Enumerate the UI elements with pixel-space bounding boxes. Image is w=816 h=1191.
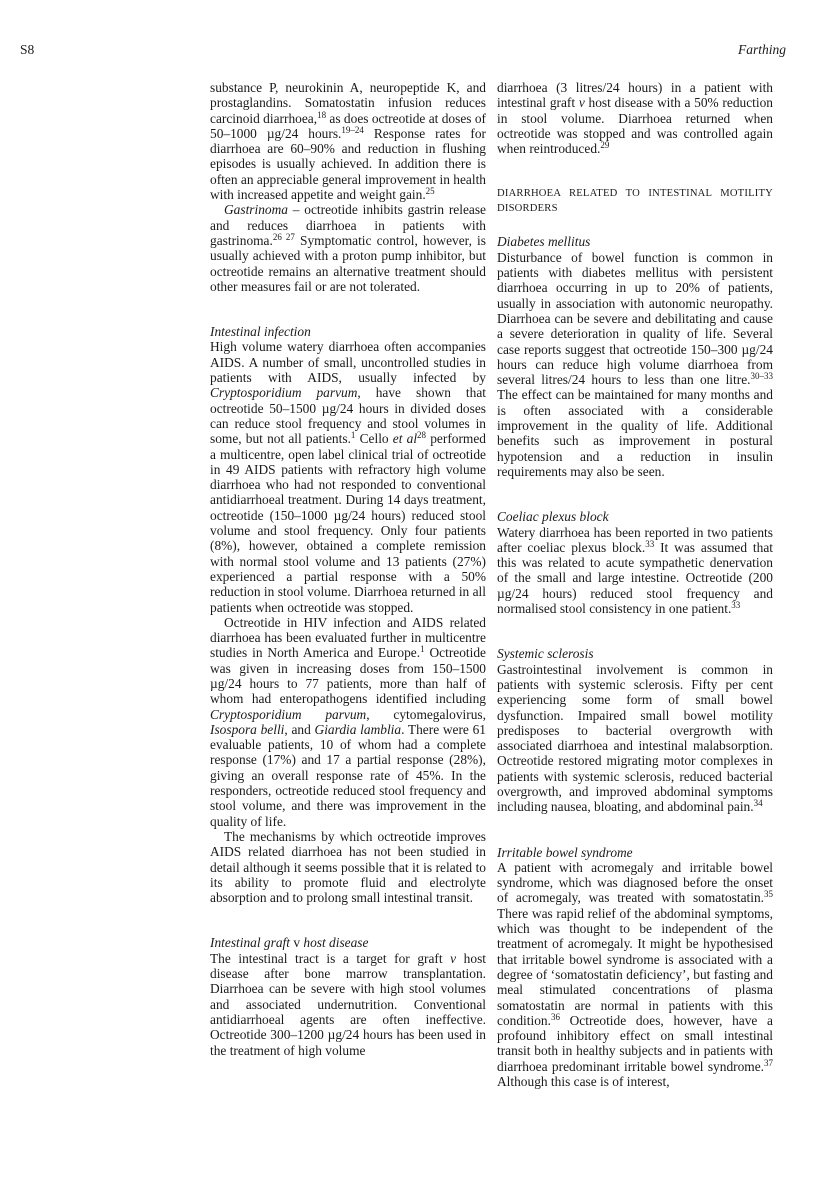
right-column [497,80,773,1089]
page-number: S8 [20,42,35,57]
heading-graft-host: Intestinal graft v host disease [210,935,369,951]
heading-ibs: Irritable bowel syndrome [497,844,633,860]
left-column [210,80,486,1058]
paragraph-graft: The intestinal tract is a target for graft v host disease after bone marrow transplantation. Diarrhoea can be severe with high stool volumes and associated undernutrition. Conventional antidiarrhoeal agents are often ineffective. Octreotide 300–1200 µg/24 hours has been used in the treatment of high volume [210,950,487,1058]
running-head: Farthing [737,42,786,57]
paragraph-hiv: Octreotide in HIV infection and AIDS related diarrhoea has been evaluated further in multicentre studies in North America and Europe.$^1$ Octreotide was given in increasing doses from 150–1500 µg/24 hours to 77 patients, more than half of whom had enteropathogens identified including Cryptosporidium parvum, cytomegalovirus, Isospora belli, and Giardia lamblia. There were 61 evaluable patients, 10 of whom had a complete response (17%) and 17 a partial response (28%), giving an overall response rate of 45%. In the responders, octreotide reduced stool frequency and stool volume, and there was improvement in the quality of life. [210,614,486,829]
paragraph-aids: High volume watery diarrhoea often accompanies AIDS. A number of small, uncontrolled studies in patients with AIDS, usually infected by Cryptosporidium parvum, have shown that octreotide 50–1500 µg/24 hours in divided doses can reduce stool frequency and stool volumes in some, but not all patients.$^1$ Cello et al$^{28}$ performed a multicentre, open label clinical trial of octreotide in 49 AIDS patients with refractory high volume diarrhoea who had not responded to conventional antidiarrhoeal treatment. During 14 days treatment, octreotide (150–1000 µg/24 hours) reduced stool volume and stool frequency. Only four patients (8%), however, obtained a complete remission with normal stool volume and 13 patients (27%) experienced a partial response with a 50% reduction in stool volume. Diarrhoea returned in all patients when octreotide was stopped. [210,339,486,615]
paragraph-diabetes: Disturbance of bowel function is common in patients with diabetes mellitus with persistent diarrhoea occurring in up to 20% of patients, usually in association with autonomic neuropathy. Diarrhoea can be severe and debilitating and cause a severe deterioration in quality of life. Several case reports suggest that octreotide 150–300 µg/24 hours can reduce high volume diarrhoea from several litres/24 hours to less than one litre.$^{30-33}$ The effect can be maintained for many months and is often associated with a considerable improvement in the quality of life. Additional benefits such as improvement in postural hypotension and a reduction in insulin requirements may also be seen. [497,249,773,479]
section-heading-motility: DIARRHOEA RELATED TO INTESTINAL MOTILITY DISORDERS [497,188,773,215]
paragraph-carcinoid: substance P, neurokinin A, neuropeptide K, and prostaglandins. Somatostatin infusion reduces carcinoid diarrhoea,$^{18}$ as does octreotide at doses of 50–1000 µg/24 hours.$^{19-24}$ Response rates for diarrhoea are 60–90% and reduction in flushing episodes is usually achieved. In addition there is often an appreciable general improvement in health with increased appetite and weight gain.$^{25}$ [210,80,486,203]
paragraph-mechanisms: The mechanisms by which octreotide improves AIDS related diarrhoea has not been studied in detail although it seems possible that it is related to its ability to promote fluid and electrolyte absorption and to prolong small intestinal transit. [210,828,486,906]
paragraph-coeliac: Watery diarrhoea has been reported in two patients after coeliac plexus block.$^{33}$ It was assumed that this was related to acute sympathetic denervation of the small and large intestine. Octreotide (200 µg/24 hours) reduced stool frequency and normalised stool consistency in one patient.$^{33}$ [497,524,773,617]
paragraph-gastrinoma: Gastrinoma – octreotide inhibits gastrin release and reduces diarrhoea in patients with gastrinoma.$^{26 27}$ Symptomatic control, however, is usually achieved with a proton pump inhibitor, but octreotide remains an alternative treatment should other measures fail or are not tolerated. [210,202,486,294]
heading-coeliac: Coeliac plexus block [497,509,609,525]
paragraph-graft-cont: diarrhoea (3 litres/24 hours) in a patient with intestinal graft v host disease with a 50% reduction in stool volume. Diarrhoea returned when octreotide was stopped and was controlled again when reintroduced.$^{29}$ [497,80,773,157]
heading-intestinal-infection: Intestinal infection [210,324,311,340]
heading-diabetes: Diabetes mellitus [497,234,591,250]
paragraph-sclerosis: Gastrointestinal involvement is common in patients with systemic sclerosis. Fifty per cent experiencing some form of small bowel dysfunction. Impaired small bowel motility predisposes to bacterial overgrowth with associated diarrhoea and intestinal malabsorption. Octreotide restored migrating motor complexes in patients with systemic sclerosis, reduced bacterial overgrowth, and improved abdominal symptoms including nausea, bloating, and abdominal pain.$^{34}$ [497,661,773,815]
paragraph-ibs: A patient with acromegaly and irritable bowel syndrome, which was diagnosed before the onset of acromegaly, was treated with somatostatin.$^{35}$ There was rapid relief of the abdominal symptoms, which was thought to be independent of the treatment of acromegaly. It might be hypothesised that irritable bowel syndrome is associated with a degree of ‘somatostatin deficiency’, but fasting and meal stimulated concentrations of plasma somatostatin are normal in patients with this condition.$^{36}$ Octreotide does, however, have a profound inhibitory effect on small intestinal transit both in healthy subjects and in patients with diarrhoea predominant irritable bowel syndrome.$^{37}$ Although this case is of interest, [497,859,773,1090]
heading-sclerosis: Systemic sclerosis [497,646,594,662]
